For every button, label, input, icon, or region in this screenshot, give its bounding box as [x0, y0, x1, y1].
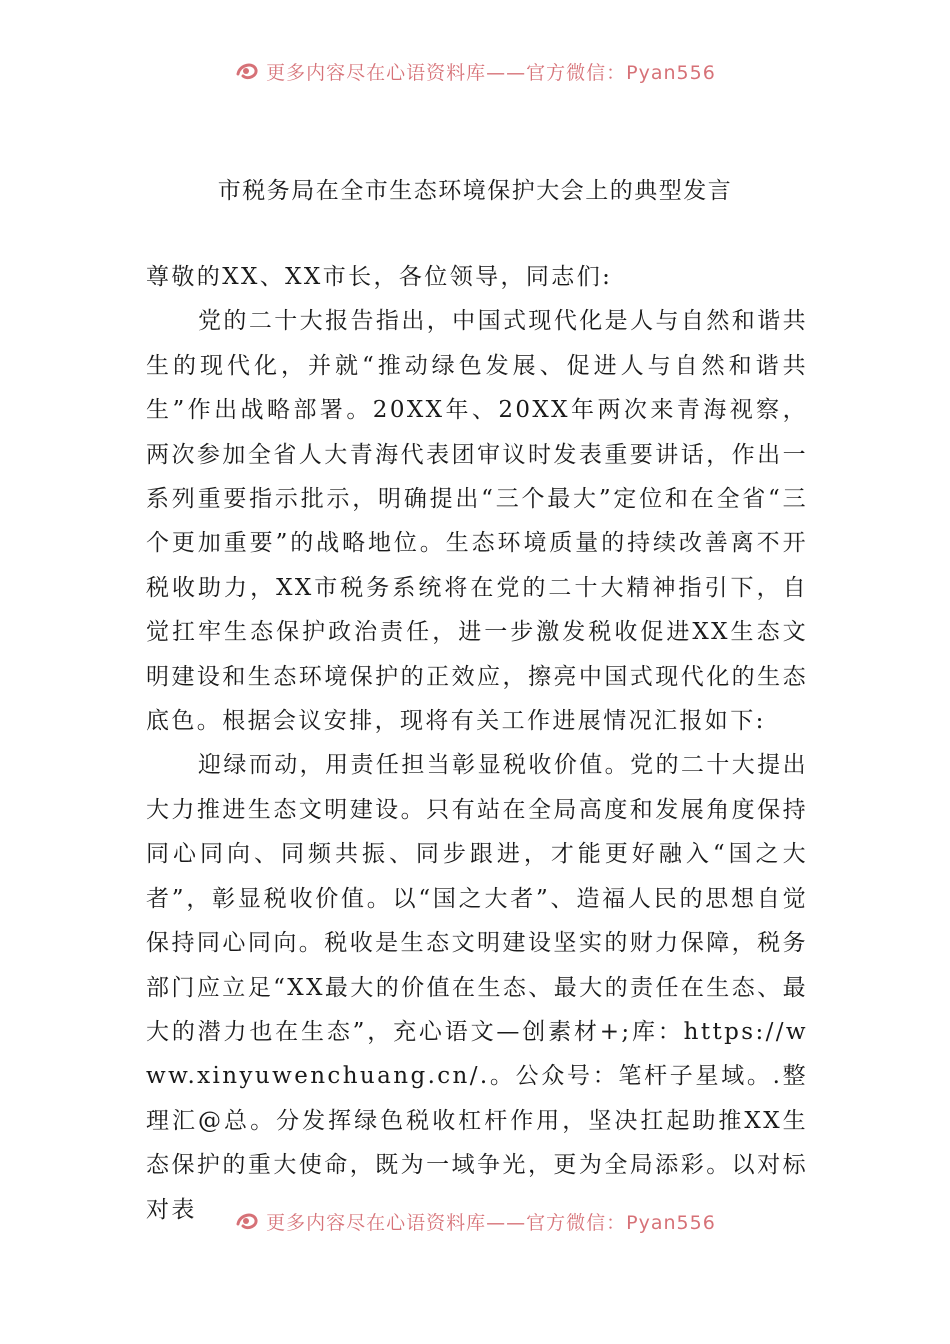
swirl-logo-icon	[234, 1210, 260, 1232]
paragraph: 迎绿而动，用责任担当彰显税收价值。党的二十大提出大力推进生态文明建设。只有站在全局高度和发展角度保持同心同向、同频共振、同步跟进，才能更好融入“国之大者”，彰显税收价值。以“国之大者”、造福人民的思想自觉保持同心同向。税收是生态文明建设坚实的财力保障，税务部门应立足“XX最大的价值在生态、最大的责任在生态、最大的潜力也在生态”，充心语文—创素材+;库：https://www.xinyuwenchuang.cn/.。公众号：笔杆子星域。.整理汇@总。分发挥绿色税收杠杆作用，坚决扛起助推XX生态保护的重大使命，既为一域争光，更为全局添彩。以对标对表	[146, 752, 808, 1223]
swirl-logo-icon	[234, 60, 260, 82]
document-body	[146, 255, 808, 1232]
paragraph: 党的二十大报告指出，中国式现代化是人与自然和谐共生的现代化，并就“推动绿色发展、促进人与自然和谐共生”作出战略部署。20XX年、20XX年两次来青海视察，两次参加全省人大青海代表团审议时发表重要讲话，作出一系列重要指示批示，明确提出“三个最大”定位和在全省“三个更加重要”的战略地位。生态环境质量的持续改善离不开税收助力，XX市税务系统将在党的二十大精神指引下，自觉扛牢生态保护政治责任，进一步激发税收促进XX生态文明建设和生态环境保护的正效应，擦亮中国式现代化的生态底色。根据会议安排，现将有关工作进展情况汇报如下:	[146, 308, 808, 735]
watermark-text: 更多内容尽在心语资料库——官方微信：Pyan556	[266, 61, 716, 84]
document-title: 市税务局在全市生态环境保护大会上的典型发言	[217, 178, 733, 204]
watermark-header	[0, 56, 950, 86]
watermark-text: 更多内容尽在心语资料库——官方微信：Pyan556	[266, 1211, 716, 1234]
salutation: 尊敬的XX、XX市长，各位领导，同志们:	[146, 264, 613, 290]
watermark-footer	[0, 1206, 950, 1236]
